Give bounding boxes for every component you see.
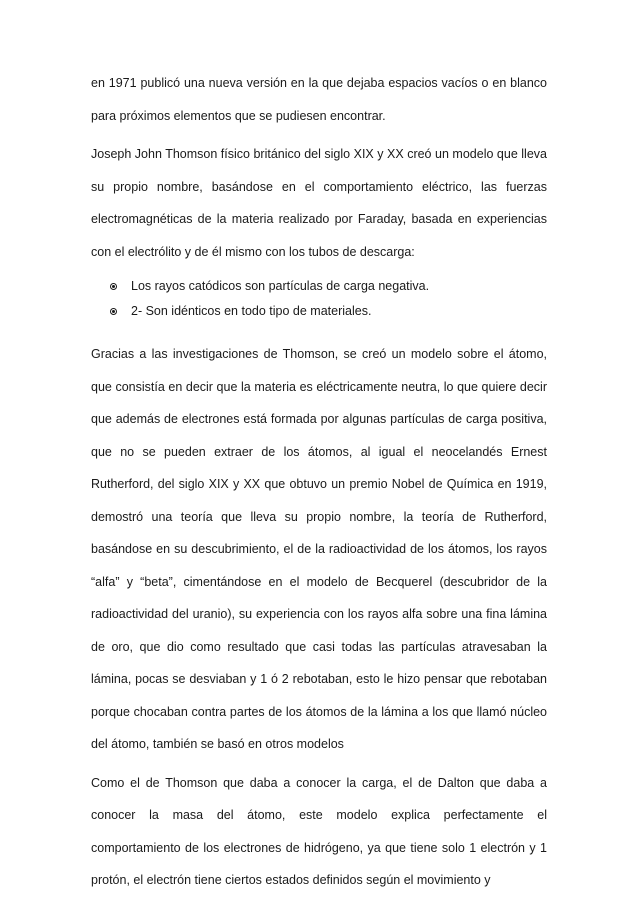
paragraph-models: Como el de Thomson que daba a conocer la carga, el de Dalton que daba a conocer la masa del átomo, este modelo explica perfectamente el comportamiento de los electrones de hidrógeno, ya que tiene solo 1 electrón y 1 protón, el electrón tiene ciertos estados definidos según el movimiento y (91, 775, 547, 887)
paragraph-rutherford: Gracias a las investigaciones de Thomson, se creó un modelo sobre el átomo, que consistía en decir que la materia es eléctricamente neutra, lo que quiere decir que además de electrones está formada por algunas partículas de carga positiva, que no se pueden extraer de los átomos, al igual el neocelandés Ernest Rutherford, del siglo XIX y XX que obtuvo un premio Nobel de Química en 1919, demostró una teoría que lleva su propio nombre, la teoría de Rutherford, basándose en su descubrimiento, el de la radioactividad de los átomos, los rayos “alfa” y “beta”, cimentándose en el modelo de Becquerel (descubridor de la radioactividad del uranio), su experiencia con los rayos alfa sobre una fina lámina de oro, que dio como resultado que casi todas las partículas atravesaban la lámina, pocas se desviaban y 1 ó 2 rebotaban, esto le hizo pensar que rebotaban porque chocaban contra partes de los átomos de la lámina a los que llamó núcleo del átomo, también se basó en otros modelos (91, 347, 547, 751)
paragraph-thomson: Joseph John Thomson físico británico del siglo XIX y XX creó un modelo que lleva su propio nombre, basándose en el comportamiento eléctrico, las fuerzas electromagnéticas de la materia realizado por Faraday, basada en experiencias con el electrólito y de él mismo con los tubos de descarga: (91, 147, 547, 259)
list-item (91, 299, 547, 324)
bullet-icon (110, 283, 117, 290)
list-item-text: 2- Son idénticos en todo tipo de materiales. (131, 304, 372, 318)
paragraph-periodic-table: en 1971 publicó una nueva versión en la que dejaba espacios vacíos o en blanco para próximos elementos que se pudiesen encontrar. (91, 76, 547, 123)
bullet-icon (110, 308, 117, 315)
bullet-list (91, 274, 547, 324)
list-item-text: Los rayos catódicos son partículas de carga negativa. (131, 279, 430, 293)
document-page (91, 67, 547, 897)
list-item (91, 274, 547, 299)
